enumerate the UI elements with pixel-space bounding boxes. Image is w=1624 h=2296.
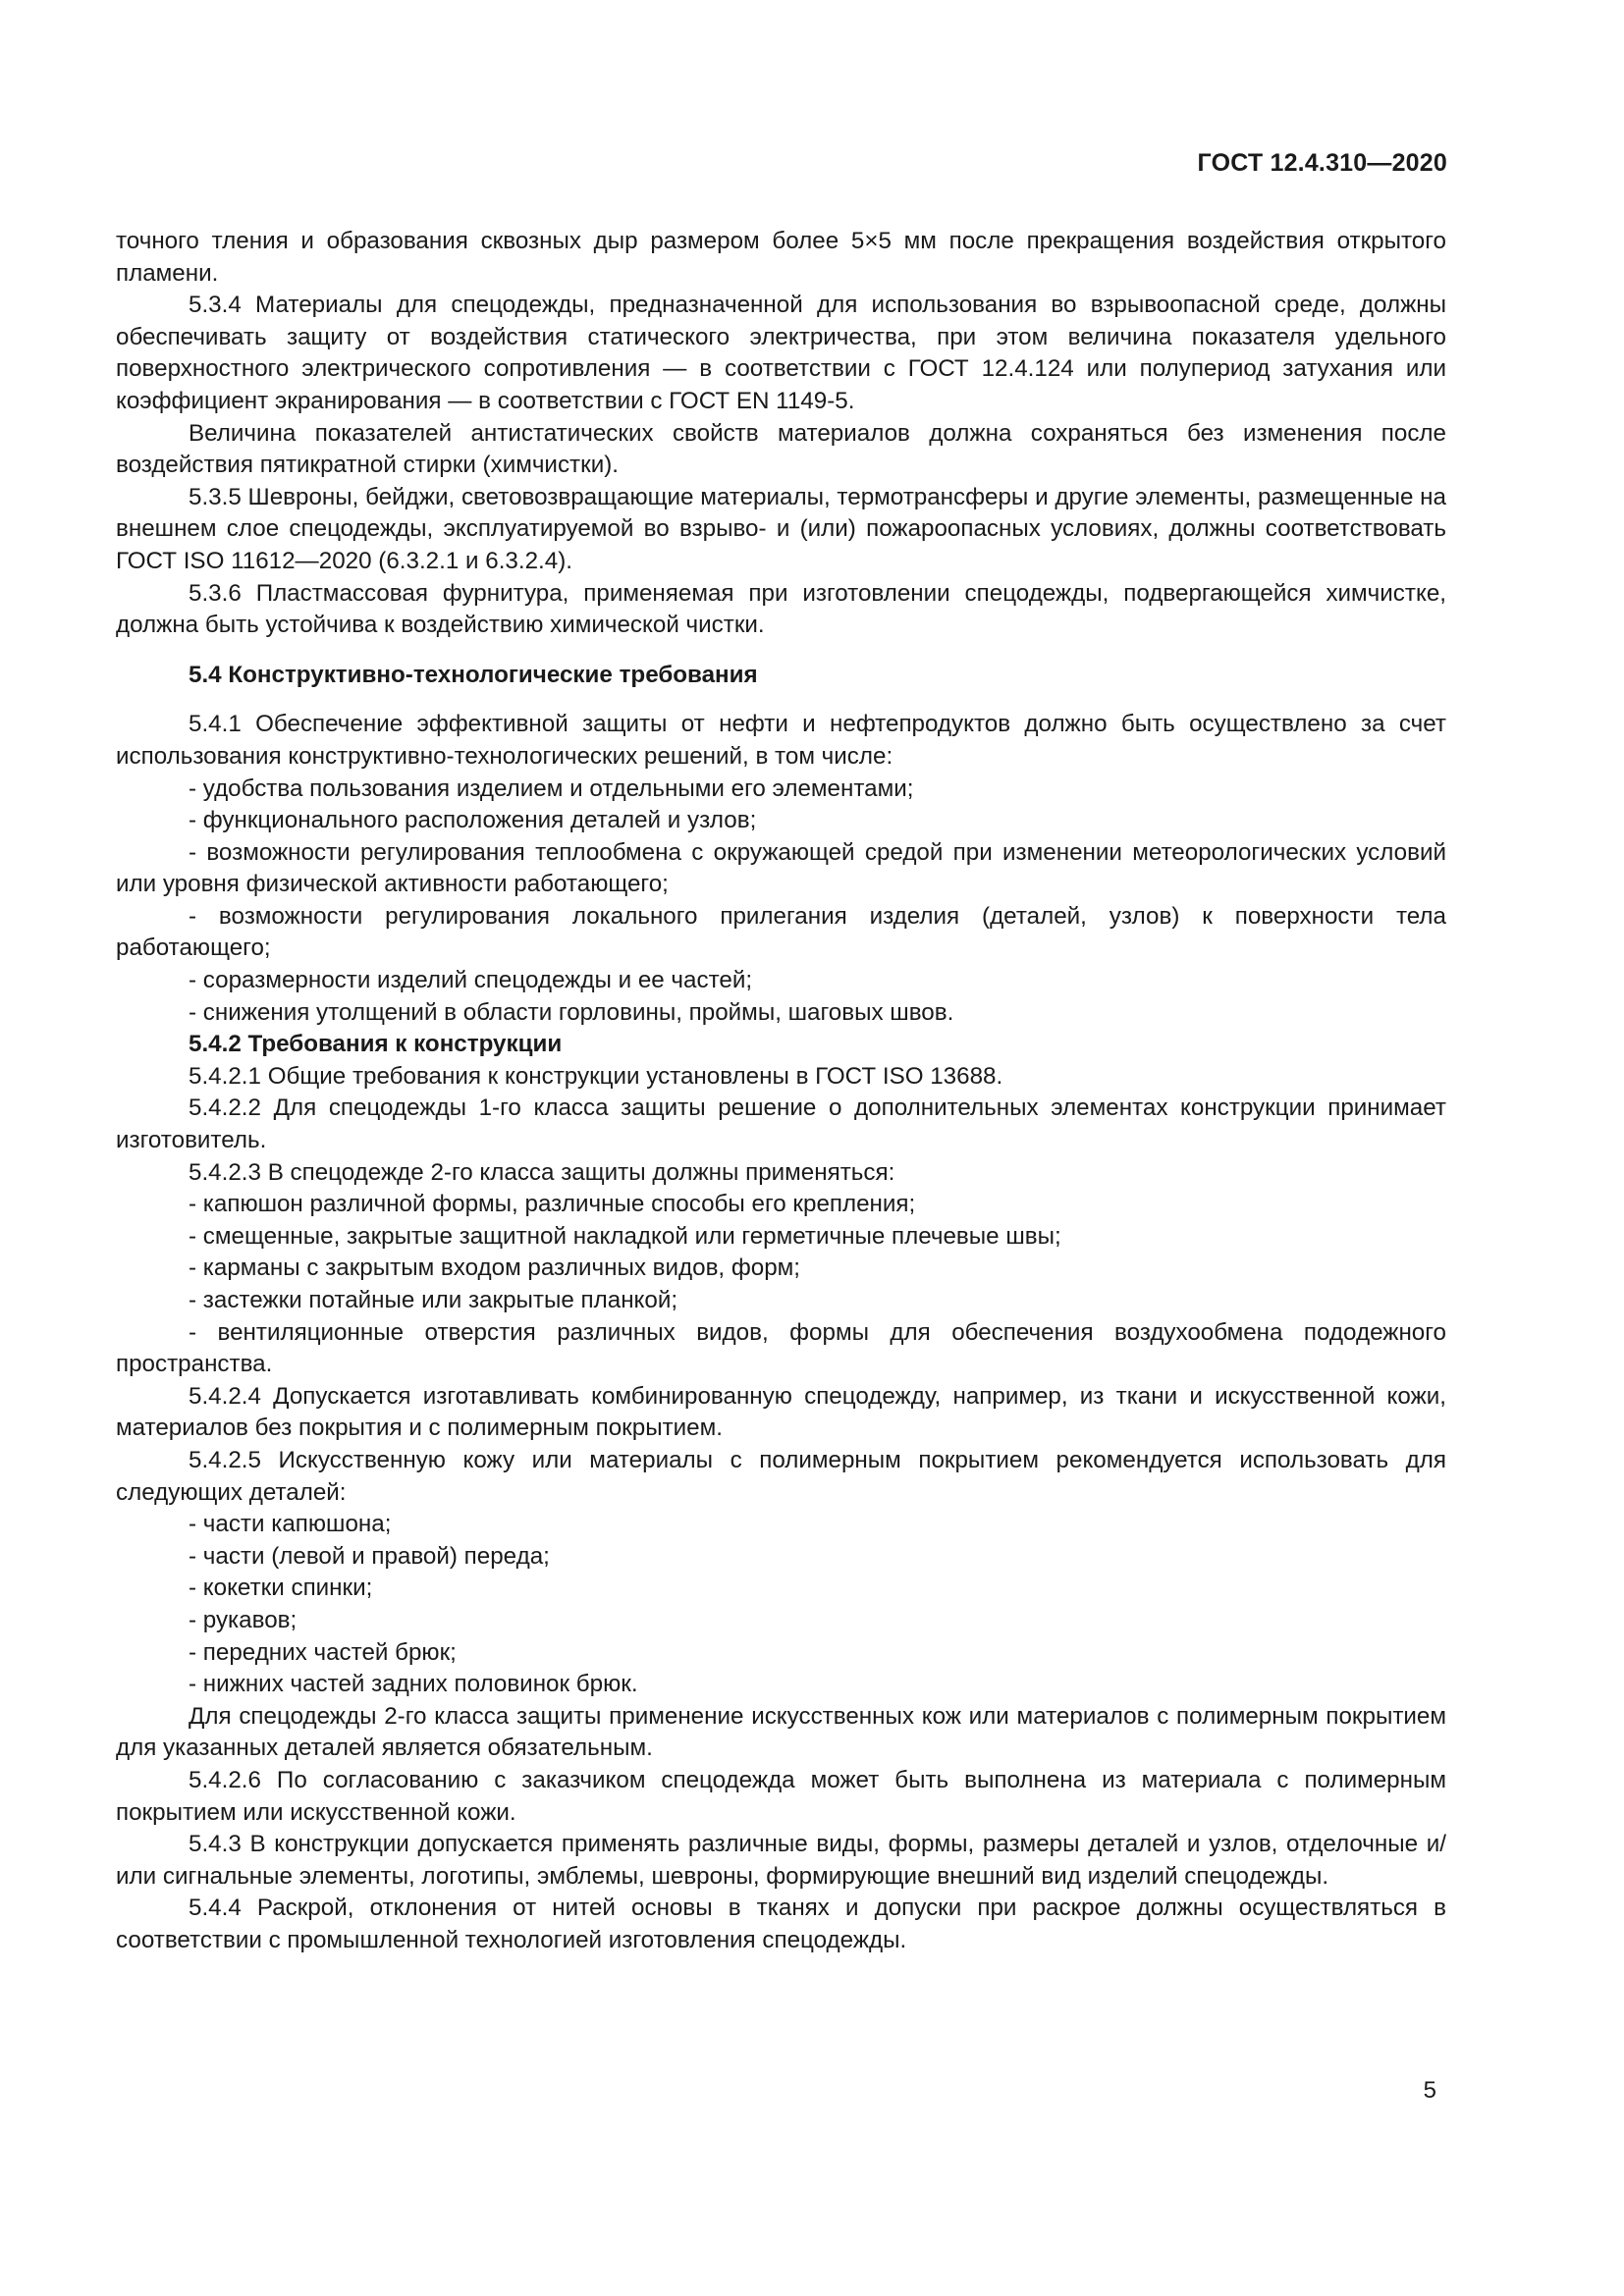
paragraph-5-4-3: 5.4.3 В конструкции допускается применять различные виды, формы, размеры деталей и узлов, отделочные и/или сигнальные элементы, логотипы, эмблемы, шевроны, формирующие внешний вид изделий спецодежды.	[116, 1831, 1446, 1890]
paragraph-5-4-1: 5.4.1 Обеспечение эффективной защиты от нефти и нефтепродуктов должно быть осуществлено за счет использования конструктивно-технологических решений, в том числе:	[116, 711, 1446, 770]
paragraph-5-3-6: 5.3.6 Пластмассовая фурнитура, применяемая при изготовлении спецодежды, подвергающейся химчистке, должна быть устойчива к воздействию химической чистки.	[116, 579, 1446, 639]
paragraph-5-4-2-4: 5.4.2.4 Допускается изготавливать комбинированную спецодежду, например, из ткани и искусственной кожи, материалов без покрытия и с полимерным покрытием.	[116, 1382, 1446, 1442]
list-item: - капюшон различной формы, различные способы его крепления;	[189, 1191, 916, 1218]
paragraph-5-4-2-5: 5.4.2.5 Искусственную кожу или материалы с полимерным покрытием рекомендуется использовать для следующих деталей:	[116, 1446, 1446, 1506]
paragraph-5-3-5: 5.3.5 Шевроны, бейджи, световозвращающие материалы, термотрансферы и другие элементы, размещенные на внешнем слое спецодежды, эксплуатируемой во взрыво- и (или) пожароопасных условиях, должны соответствовать ГОСТ ISO 11612—2020 (6.3.2.1 и 6.3.2.4).	[116, 483, 1446, 574]
list-item: - функционального расположения деталей и узлов;	[189, 807, 757, 834]
paragraph-5-3-4: 5.3.4 Материалы для спецодежды, предназначенной для использования во взрывоопасной среде, должны обеспечивать защиту от воздействия статического электричества, при этом величина показателя удельного поверхностного электрического сопротивления — в соответствии с ГОСТ 12.4.124 или полупериод затухания или коэффициент экранирования — в соответствии с ГОСТ EN 1149-5.	[116, 292, 1446, 414]
list-item: - соразмерности изделий спецодежды и ее частей;	[189, 967, 753, 994]
paragraph-5-4-2-1: 5.4.2.1 Общие требования к конструкции установлены в ГОСТ ISO 13688.	[189, 1062, 1003, 1090]
list-item: - части капюшона;	[189, 1511, 392, 1538]
list-item: - передних частей брюк;	[189, 1638, 457, 1666]
list-item: - застежки потайные или закрытые планкой;	[189, 1287, 678, 1313]
list-item: - удобства пользования изделием и отдельными его элементами;	[189, 774, 914, 802]
paragraph-continuation: точного тления и образования сквозных дыр размером более 5×5 мм после прекращения воздействия открытого пламени.	[116, 228, 1446, 287]
paragraph-5-4-2-6: 5.4.2.6 По согласованию с заказчиком спецодежда может быть выполнена из материала с полимерным покрытием или искусственной кожи.	[116, 1766, 1446, 1826]
paragraph-antistatic-properties: Величина показателей антистатических свойств материалов должна сохраняться без изменения после воздействия пятикратной стирки (химчистки).	[116, 419, 1446, 479]
list-item: - возможности регулирования локального прилегания изделия (деталей, узлов) к поверхности тела работающего;	[116, 902, 1446, 962]
list-item: - части (левой и правой) переда;	[189, 1542, 550, 1570]
section-heading-5-4: 5.4 Конструктивно-технологические требования	[189, 661, 758, 688]
paragraph-5-4-2-3: 5.4.2.3 В спецодежде 2-го класса защиты должны применяться:	[189, 1158, 895, 1186]
section-heading-5-4-2: 5.4.2 Требования к конструкции	[189, 1031, 563, 1058]
document-body	[116, 226, 1446, 1956]
paragraph-5-4-4: 5.4.4 Раскрой, отклонения от нитей основы в тканях и допуски при раскрое должны осуществляться в соответствии с промышленной технологией изготовления спецодежды.	[116, 1895, 1446, 1953]
list-item: - снижения утолщений в области горловины, проймы, шаговых швов.	[189, 998, 954, 1026]
page-number: 5	[1423, 2077, 1436, 2104]
list-item: - вентиляционные отверстия различных видов, формы для обеспечения воздухообмена пододежного пространства.	[116, 1318, 1446, 1378]
list-item: - рукавов;	[189, 1606, 298, 1633]
document-code-header: ГОСТ 12.4.310—2020	[1197, 149, 1447, 177]
list-item: - карманы с закрытым входом различных видов, форм;	[189, 1255, 801, 1282]
list-item: - смещенные, закрытые защитной накладкой или герметичные плечевые швы;	[189, 1222, 1061, 1250]
list-item: - кокетки спинки;	[189, 1575, 373, 1602]
list-item: - возможности регулирования теплообмена с окружающей средой при изменении метеорологических условий или уровня физической активности работающего;	[116, 838, 1446, 898]
paragraph-5-4-2-2: 5.4.2.2 Для спецодежды 1-го класса защиты решение о дополнительных элементах конструкции принимает изготовитель.	[116, 1095, 1446, 1154]
paragraph-mandatory-materials: Для спецодежды 2-го класса защиты применение искусственных кож или материалов с полимерным покрытием для указанных деталей является обязательным.	[116, 1702, 1446, 1762]
list-item: - нижних частей задних половинок брюк.	[189, 1671, 638, 1698]
